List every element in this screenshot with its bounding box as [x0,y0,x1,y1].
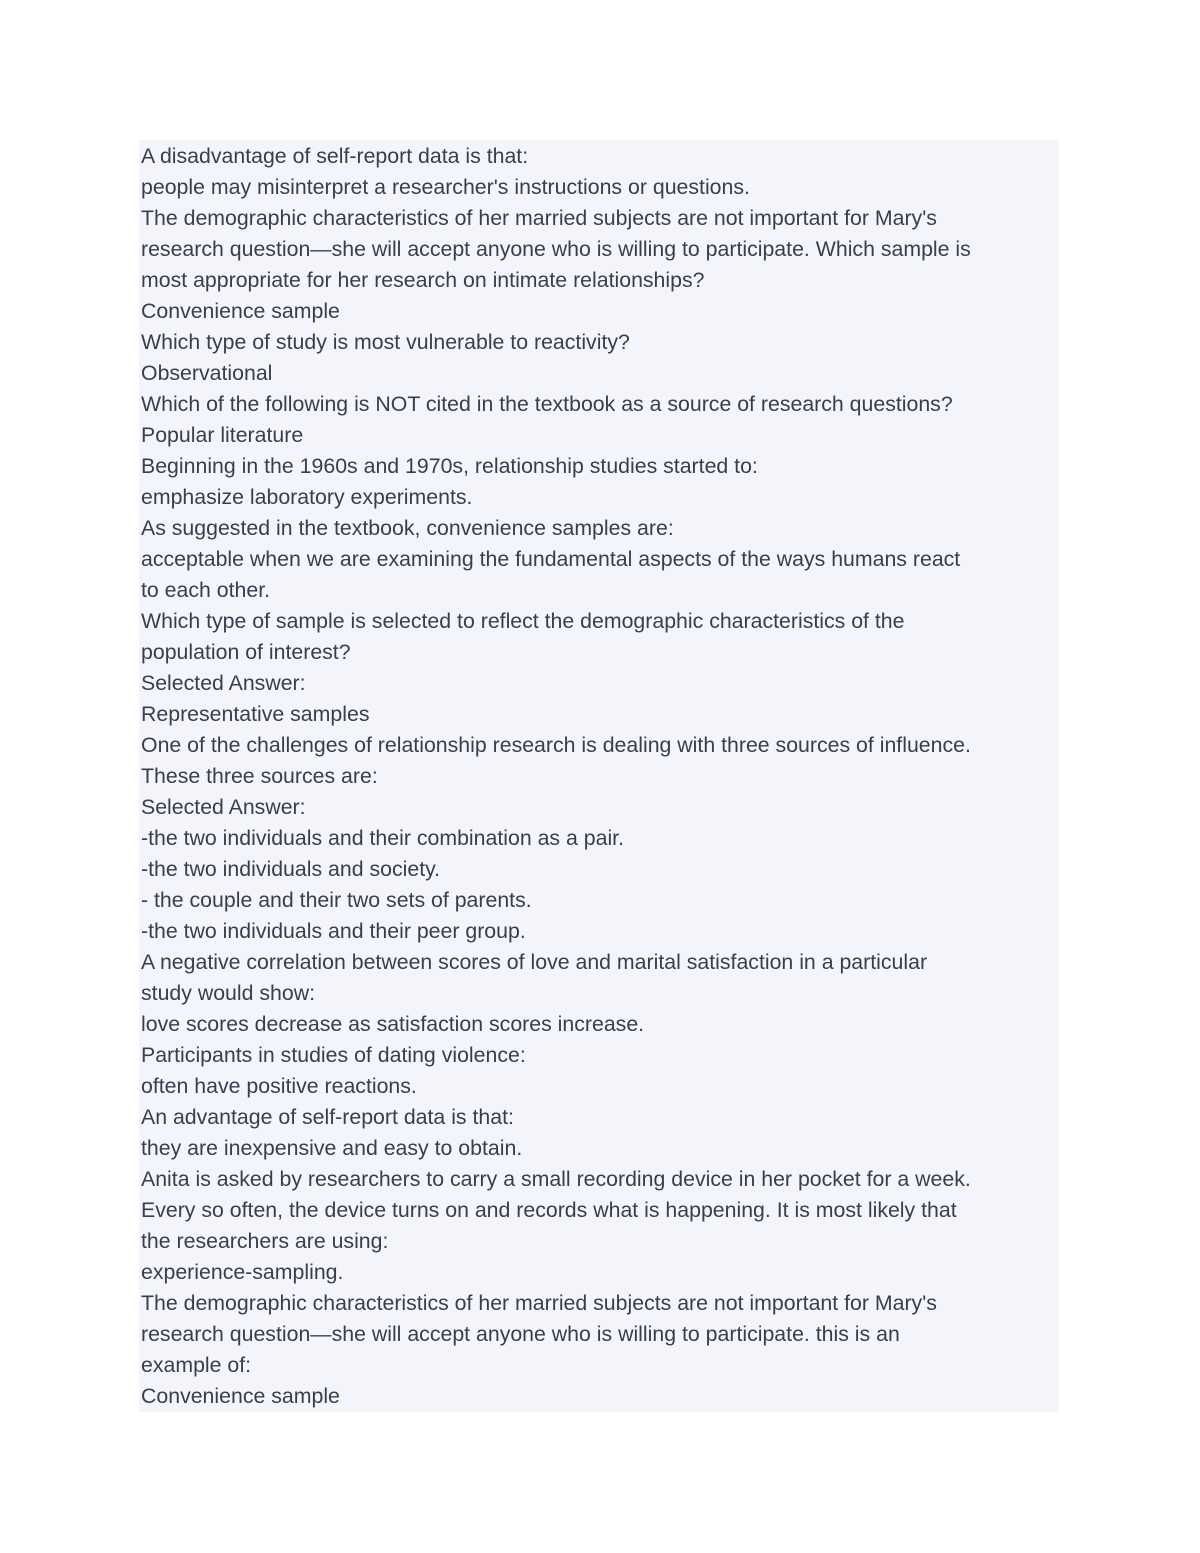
text-line: most appropriate for her research on intimate relationships? [141,268,705,292]
text-line: A negative correlation between scores of love and marital satisfaction in a particular [141,950,928,974]
text-line: often have positive reactions. [141,1074,417,1098]
text-line: Popular literature [141,423,304,447]
text-line: -the two individuals and their combination as a pair. [141,826,625,850]
text-line: Anita is asked by researchers to carry a small recording device in her pocket for a week. [141,1167,971,1191]
text-line: Which type of sample is selected to reflect the demographic characteristics of the [141,609,905,633]
text-line: Which of the following is NOT cited in the textbook as a source of research questions? [141,392,953,416]
text-line: the researchers are using: [141,1229,389,1253]
qa-text-block [139,140,1059,1412]
text-line: Representative samples [141,702,370,726]
text-line: The demographic characteristics of her married subjects are not important for Mary's [141,1291,937,1315]
text-line: to each other. [141,578,271,602]
text-line: acceptable when we are examining the fundamental aspects of the ways humans react [141,547,961,571]
text-line: Convenience sample [141,299,340,323]
text-line: they are inexpensive and easy to obtain. [141,1136,523,1160]
text-line: -the two individuals and society. [141,857,441,881]
text-line: Participants in studies of dating violence: [141,1043,526,1067]
text-line: - the couple and their two sets of parents. [141,888,532,912]
text-line: experience-sampling. [141,1260,344,1284]
text-line: -the two individuals and their peer group. [141,919,526,943]
text-line: research question—she will accept anyone who is willing to participate. this is an [141,1322,900,1346]
text-line: people may misinterpret a researcher's instructions or questions. [141,175,750,199]
text-line: Every so often, the device turns on and records what is happening. It is most likely that [141,1198,957,1222]
text-line: research question—she will accept anyone who is willing to participate. Which sample is [141,237,971,261]
text-line: Observational [141,361,273,385]
text-line: An advantage of self-report data is that: [141,1105,514,1129]
text-line: Beginning in the 1960s and 1970s, relationship studies started to: [141,454,758,478]
text-line: study would show: [141,981,316,1005]
text-line: The demographic characteristics of her married subjects are not important for Mary's [141,206,937,230]
text-line: love scores decrease as satisfaction scores increase. [141,1012,645,1036]
text-line: Convenience sample [141,1384,340,1408]
text-line: population of interest? [141,640,351,664]
text-line: Which type of study is most vulnerable to reactivity? [141,330,630,354]
text-line: One of the challenges of relationship research is dealing with three sources of influence. [141,733,971,757]
text-line: A disadvantage of self-report data is that: [141,144,529,168]
text-line: emphasize laboratory experiments. [141,485,473,509]
text-line: These three sources are: [141,764,378,788]
text-line: Selected Answer: [141,795,306,819]
text-line: Selected Answer: [141,671,306,695]
text-line: example of: [141,1353,252,1377]
text-line: As suggested in the textbook, convenience samples are: [141,516,674,540]
